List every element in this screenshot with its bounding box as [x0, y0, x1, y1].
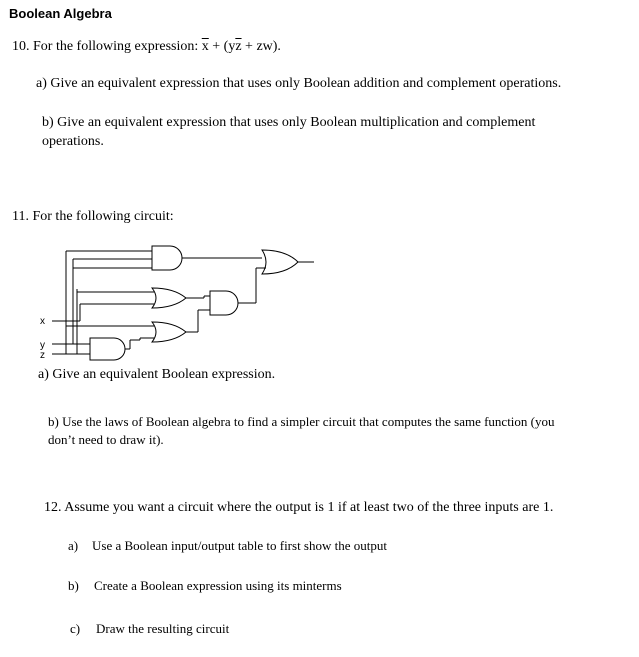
- q10-plus-y: + (y: [208, 39, 236, 54]
- logic-circuit-diagram: [30, 236, 320, 366]
- q12b-marker: b): [68, 578, 79, 593]
- or-gate-lower: [152, 322, 186, 342]
- q10-x-bar: $\overline{x}$: [201, 39, 209, 54]
- question-10b-line2: operations.: [42, 134, 104, 149]
- page-title: Boolean Algebra: [9, 6, 112, 21]
- q12a-marker: a): [68, 538, 79, 553]
- q12c-text: Draw the resulting circuit: [96, 621, 230, 636]
- question-12a: [68, 538, 387, 554]
- question-12b: [68, 578, 342, 594]
- question-11b-line1: b) Use the laws of Boolean algebra to find a simpler circuit that computes the same function (you: [48, 414, 555, 429]
- input-z-label: z: [40, 350, 45, 361]
- question-10b-line1: b) Give an equivalent expression that uses only Boolean multiplication and complement: [42, 115, 536, 130]
- q12a-text: Use a Boolean input/output table to first show the output: [92, 538, 387, 553]
- input-y-label: y: [40, 340, 45, 351]
- q10-z-bar: $\overline{z}$: [235, 39, 242, 54]
- question-10a: a) Give an equivalent expression that uses only Boolean addition and complement operations.: [36, 76, 562, 91]
- input-x-label: x: [40, 316, 45, 327]
- question-11b-line2: don’t need to draw it).: [48, 432, 164, 447]
- and-gate-right: [210, 291, 238, 315]
- q12c-marker: c): [70, 621, 81, 636]
- or-gate-middle: [152, 288, 186, 308]
- and-gate-bottom: [90, 338, 125, 360]
- question-12-prompt: 12. Assume you want a circuit where the output is 1 if at least two of the three inputs are 1.: [44, 500, 554, 515]
- question-11-prompt: 11. For the following circuit:: [12, 209, 174, 224]
- or-gate-output: [262, 250, 298, 274]
- question-12c: [70, 621, 229, 637]
- question-10-prompt: [12, 39, 281, 55]
- q10-prefix: 10. For the following expression:: [12, 39, 202, 54]
- question-11a: a) Give an equivalent Boolean expression.: [38, 367, 276, 382]
- q12b-text: Create a Boolean expression using its minterms: [94, 578, 342, 593]
- q10-rest: + zw).: [241, 39, 281, 54]
- and-gate-top: [152, 246, 182, 270]
